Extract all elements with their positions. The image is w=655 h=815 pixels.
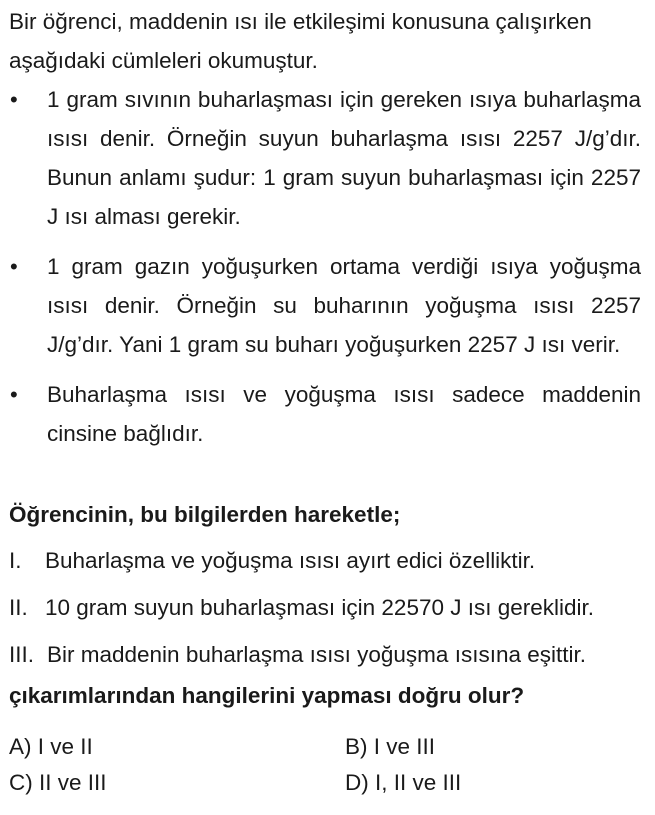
- info-bullet-3: [0, 375, 655, 453]
- option-d[interactable]: D) I, II ve III: [345, 770, 462, 795]
- answer-options: [9, 730, 649, 810]
- bullet-text: 1 gram gazın yoğuşurken ortama verdiği ısıya yoğuşma ısısı denir. Örneğin su buharının yoğuşma ısısı 2257 J/g’dır. Yani 1 gram su buharı yoğuşurken 2257 J ısı verir.: [47, 254, 641, 357]
- statement-text: 10 gram suyun buharlaşması için 22570 J ısı gereklidir.: [45, 595, 595, 620]
- info-bullet-1: [0, 80, 655, 236]
- option-b[interactable]: B) I ve III: [345, 734, 436, 759]
- option-c[interactable]: C) II ve III: [9, 770, 107, 795]
- info-bullet-2: [0, 247, 655, 364]
- statement-number: I.: [9, 548, 22, 573]
- bullet-icon: •: [10, 382, 18, 407]
- statement-number: II.: [9, 595, 28, 620]
- bullet-text: Buharlaşma ısısı ve yoğuşma ısısı sadece maddenin cinsine bağlıdır.: [47, 382, 641, 446]
- bullet-icon: •: [10, 87, 18, 112]
- statement-3: [9, 635, 649, 675]
- statement-text: Bir maddenin buharlaşma ısısı yoğuşma ısısına eşittir.: [47, 642, 586, 667]
- statement-2: [9, 588, 649, 628]
- bullet-icon: •: [10, 254, 18, 279]
- question-prompt: çıkarımlarından hangilerini yapması doğru olur?: [9, 683, 525, 708]
- info-bullet-list: [0, 80, 655, 464]
- statement-text: Buharlaşma ve yoğuşma ısısı ayırt edici özelliktir.: [45, 548, 536, 573]
- intro-text: Bir öğrenci, maddenin ısı ile etkileşimi konusuna çalışırken aşağıdaki cümleleri okumuştur.: [9, 9, 592, 73]
- bullet-text: 1 gram sıvının buharlaşması için gereken ısıya buharlaşma ısısı denir. Örneğin suyun buharlaşma ısısı 2257 J/g’dır. Bunun anlamı şudur: 1 gram suyun buharlaşması için 2257 J ısı alması gerekir.: [47, 87, 641, 229]
- statement-number: III.: [9, 642, 35, 667]
- question-heading: Öğrencinin, bu bilgilerden hareketle;: [9, 502, 401, 527]
- statement-1: [9, 541, 649, 581]
- option-a[interactable]: A) I ve II: [9, 734, 93, 759]
- statement-list: [9, 541, 649, 682]
